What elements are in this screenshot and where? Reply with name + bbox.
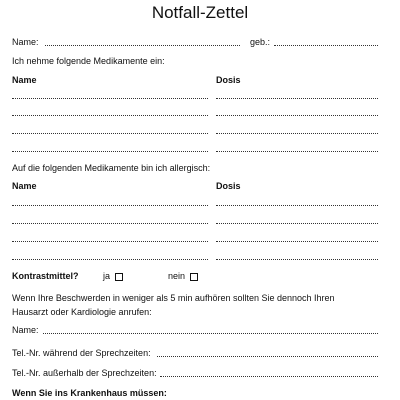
advice-line-2: Hausarzt oder Kardiologie anrufen: bbox=[12, 307, 152, 317]
medications-intro: Ich nehme folgende Medikamente ein: bbox=[12, 56, 165, 66]
tel-outside-label: Tel.-Nr. außerhalb der Sprechzeiten: bbox=[12, 368, 157, 378]
medication-dosis-field[interactable] bbox=[216, 115, 378, 116]
allergy-name-field[interactable] bbox=[12, 223, 208, 224]
contrast-no-checkbox[interactable] bbox=[190, 273, 198, 281]
allergy-name-header: Name bbox=[12, 181, 37, 191]
allergy-dosis-field[interactable] bbox=[216, 259, 378, 260]
medication-dosis-header: Dosis bbox=[216, 75, 241, 85]
medication-dosis-field[interactable] bbox=[216, 98, 378, 99]
page-title: Notfall-Zettel bbox=[151, 3, 249, 22]
medication-name-field[interactable] bbox=[12, 133, 208, 134]
medication-dosis-field[interactable] bbox=[216, 133, 378, 134]
name-label: Name: bbox=[12, 37, 39, 47]
contrast-yes-checkbox[interactable] bbox=[115, 273, 123, 281]
allergy-name-field[interactable] bbox=[12, 259, 208, 260]
medication-name-field[interactable] bbox=[12, 115, 208, 116]
patient-name-field[interactable] bbox=[45, 45, 240, 46]
medication-name-field[interactable] bbox=[12, 151, 208, 152]
advice-line-1: Wenn Ihre Beschwerden in weniger als 5 min aufhören sollten Sie dennoch Ihren bbox=[12, 293, 335, 303]
tel-outside-field[interactable] bbox=[160, 376, 378, 377]
allergy-dosis-header: Dosis bbox=[216, 181, 241, 191]
geb-label: geb.: bbox=[250, 37, 271, 47]
contrast-no-option[interactable] bbox=[168, 271, 380, 282]
tel-during-label: Tel.-Nr. während der Sprechzeiten: bbox=[12, 348, 151, 358]
medication-dosis-field[interactable] bbox=[216, 151, 378, 152]
medication-name-field[interactable] bbox=[12, 98, 208, 99]
allergy-intro: Auf die folgenden Medikamente bin ich allergisch: bbox=[12, 163, 211, 173]
allergy-name-field[interactable] bbox=[12, 241, 208, 242]
tel-during-field[interactable] bbox=[157, 356, 378, 357]
hospital-heading: Wenn Sie ins Krankenhaus müssen: bbox=[12, 388, 167, 398]
allergy-dosis-field[interactable] bbox=[216, 223, 378, 224]
doctor-name-field[interactable] bbox=[43, 333, 378, 334]
contrast-no-label: nein bbox=[168, 271, 186, 281]
birthdate-field[interactable] bbox=[274, 45, 378, 46]
contrast-label: Kontrastmittel? bbox=[12, 271, 79, 281]
contrast-yes-label: ja bbox=[103, 271, 111, 281]
medication-name-header: Name bbox=[12, 75, 37, 85]
birthdate-row bbox=[250, 37, 380, 48]
allergy-dosis-field[interactable] bbox=[216, 241, 378, 242]
allergy-dosis-field[interactable] bbox=[216, 205, 378, 206]
doctor-name-label: Name: bbox=[12, 325, 39, 335]
allergy-name-field[interactable] bbox=[12, 205, 208, 206]
